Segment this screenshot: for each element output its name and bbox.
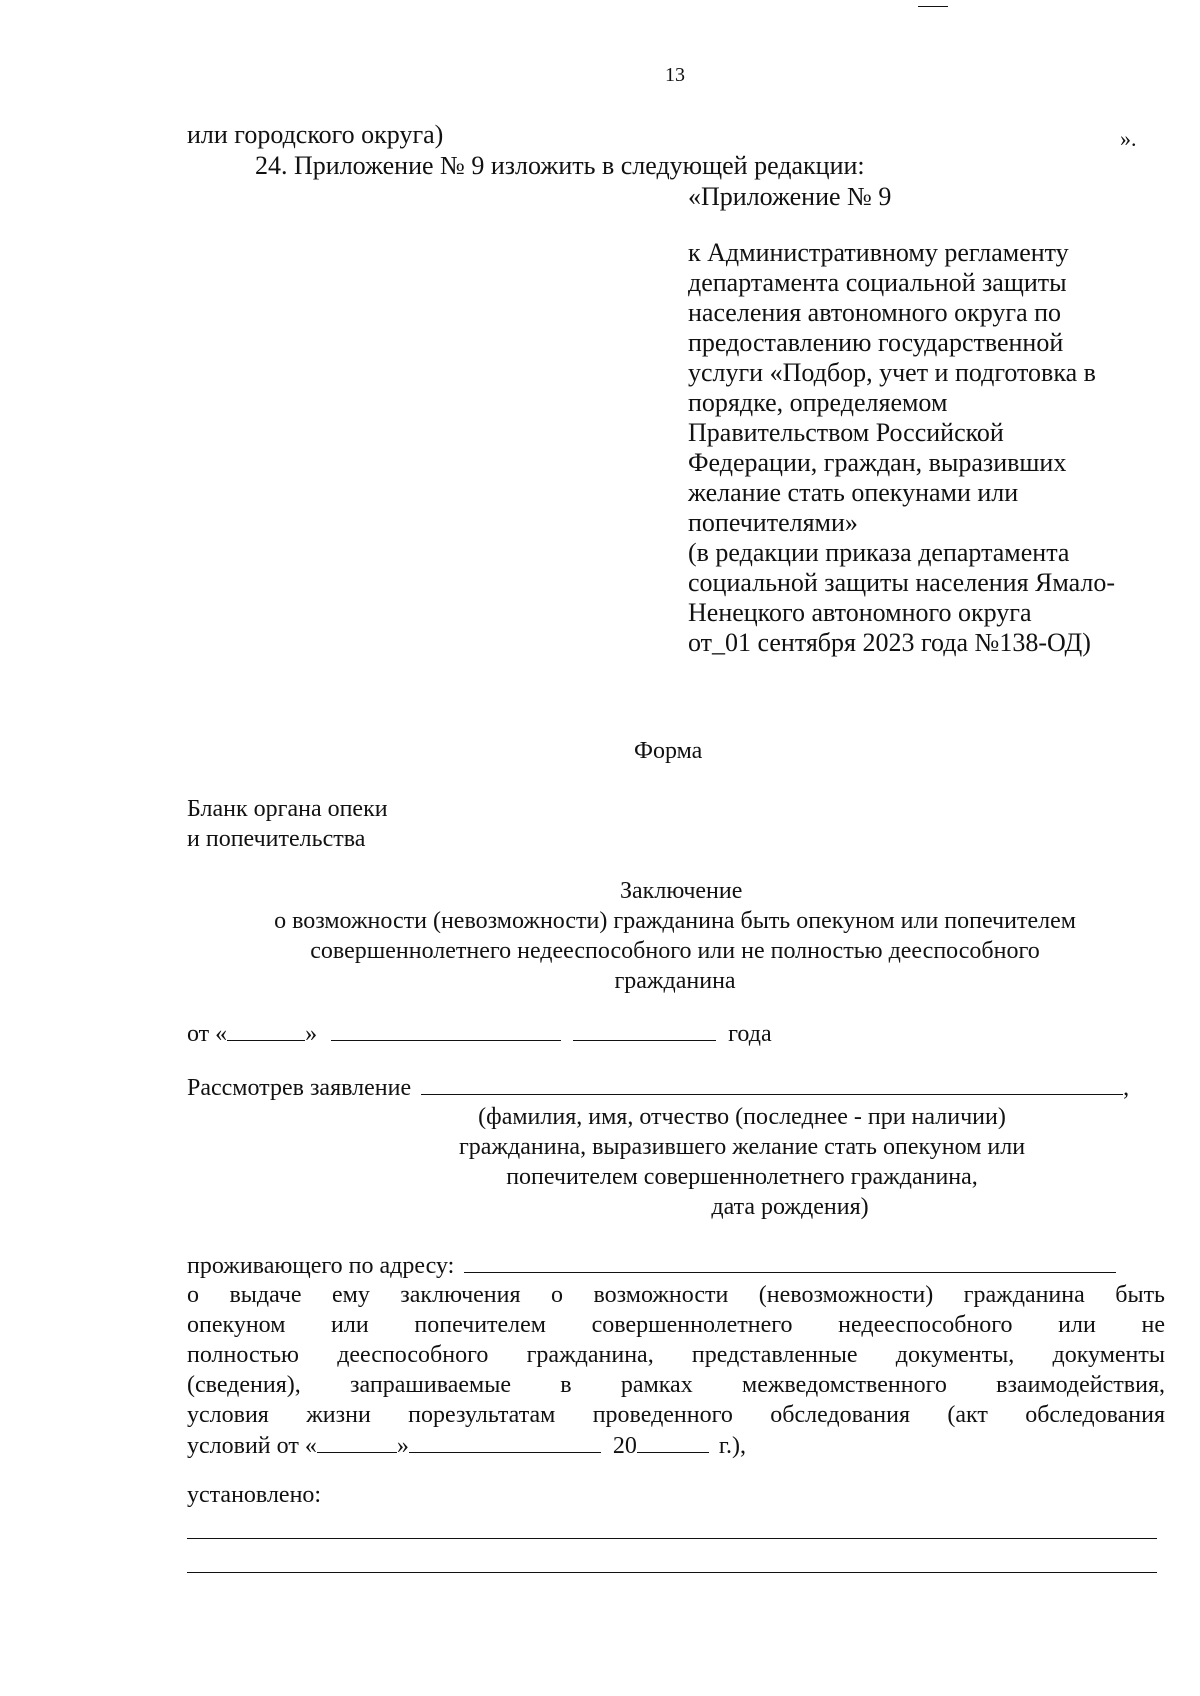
appendix-line: населения автономного округа по	[688, 298, 1062, 327]
address-label: проживающего по адресу:	[187, 1253, 455, 1279]
reviewed-row	[187, 1072, 1129, 1103]
body-paragraph	[187, 1280, 1165, 1461]
date-row	[187, 1018, 772, 1049]
appendix-line: (в редакции приказа департамента	[688, 538, 1070, 567]
date-prefix: от «	[187, 1021, 228, 1047]
reviewed-label: Рассмотрев заявление	[187, 1075, 412, 1101]
established-field-line-2[interactable]	[187, 1572, 1157, 1573]
address-row	[187, 1250, 1116, 1281]
act-row	[187, 1430, 1165, 1461]
day-field[interactable]	[227, 1018, 305, 1041]
act-suffix: г.),	[718, 1433, 746, 1459]
subtitle-line: совершеннолетнего недееспособного или не полностью дееспособного	[310, 938, 1040, 964]
applicant-hint	[400, 1102, 1100, 1222]
appendix-line: желание стать опекунами или	[688, 478, 1019, 507]
year-field[interactable]	[573, 1018, 716, 1041]
top-mark	[918, 6, 948, 7]
month-field[interactable]	[331, 1018, 561, 1041]
established-label: установлено:	[187, 1482, 322, 1508]
appendix-line: Ненецкого автономного округа	[688, 598, 1032, 627]
subtitle-line: гражданина	[614, 968, 736, 994]
body-line: опекуном или попечителем совершеннолетнего недееспособного или не	[187, 1312, 1165, 1338]
appendix-line: попечителями»	[688, 508, 858, 537]
hint-line: попечителем совершеннолетнего гражданина,	[506, 1164, 978, 1190]
act-year-prefix: 20	[612, 1433, 637, 1459]
item-24: 24. Приложение № 9 изложить в следующей редакции:	[255, 151, 865, 180]
appendix-title: «Приложение № 9	[688, 182, 892, 211]
body-line: (сведения), запрашиваемые в рамках межведомственного взаимодействия,	[187, 1372, 1165, 1398]
appendix-block	[688, 238, 1115, 658]
act-year-field[interactable]	[637, 1430, 709, 1453]
body-line: полностью дееспособного гражданина, представленные документы, документы	[187, 1342, 1165, 1368]
act-mid: »	[396, 1433, 409, 1459]
act-prefix: условий от «	[187, 1433, 317, 1459]
appendix-line: департамента социальной защиты	[688, 268, 1067, 297]
appendix-line: порядке, определяемом	[688, 388, 948, 417]
date-suffix: года	[728, 1021, 772, 1047]
reviewed-comma: ,	[1123, 1075, 1130, 1101]
body-line: условия жизни порезультатам проведенного обследования (акт обследования	[187, 1402, 1165, 1428]
established-field-line-1[interactable]	[187, 1538, 1157, 1539]
body-line: о выдаче ему заключения о возможности (невозможности) гражданина быть	[187, 1282, 1165, 1308]
conclusion-subtitle	[180, 906, 1170, 996]
appendix-line: к Административному регламенту	[688, 238, 1069, 267]
act-month-field[interactable]	[409, 1430, 601, 1453]
appendix-line: от_01 сентября 2023 года №138-ОД)	[688, 628, 1091, 657]
previous-close-quote: ».	[1120, 126, 1137, 151]
address-field[interactable]	[464, 1250, 1116, 1273]
hint-line: дата рождения)	[711, 1194, 869, 1220]
blank-line-2: и попечительства	[187, 826, 366, 852]
hint-line: (фамилия, имя, отчество (последнее - при наличии)	[478, 1104, 1006, 1130]
appendix-line: предоставлению государственной	[688, 328, 1064, 357]
page-number: 13	[665, 64, 685, 86]
previous-line: или городского округа)	[187, 120, 444, 149]
date-mid: »	[305, 1021, 318, 1047]
form-label: Форма	[634, 738, 703, 764]
appendix-line: социальной защиты населения Ямало-	[688, 568, 1116, 597]
conclusion-title: Заключение	[620, 878, 743, 904]
subtitle-line: о возможности (невозможности) гражданина быть опекуном или попечителем	[274, 908, 1076, 934]
appendix-line: Правительством Российской	[688, 418, 1004, 447]
applicant-name-field[interactable]	[421, 1072, 1123, 1095]
appendix-line: услуги «Подбор, учет и подготовка в	[688, 358, 1096, 387]
act-day-field[interactable]	[317, 1430, 397, 1453]
blank-line-1: Бланк органа опеки	[187, 796, 388, 822]
appendix-line: Федерации, граждан, выразивших	[688, 448, 1067, 477]
hint-line: гражданина, выразившего желание стать опекуном или	[458, 1134, 1026, 1160]
